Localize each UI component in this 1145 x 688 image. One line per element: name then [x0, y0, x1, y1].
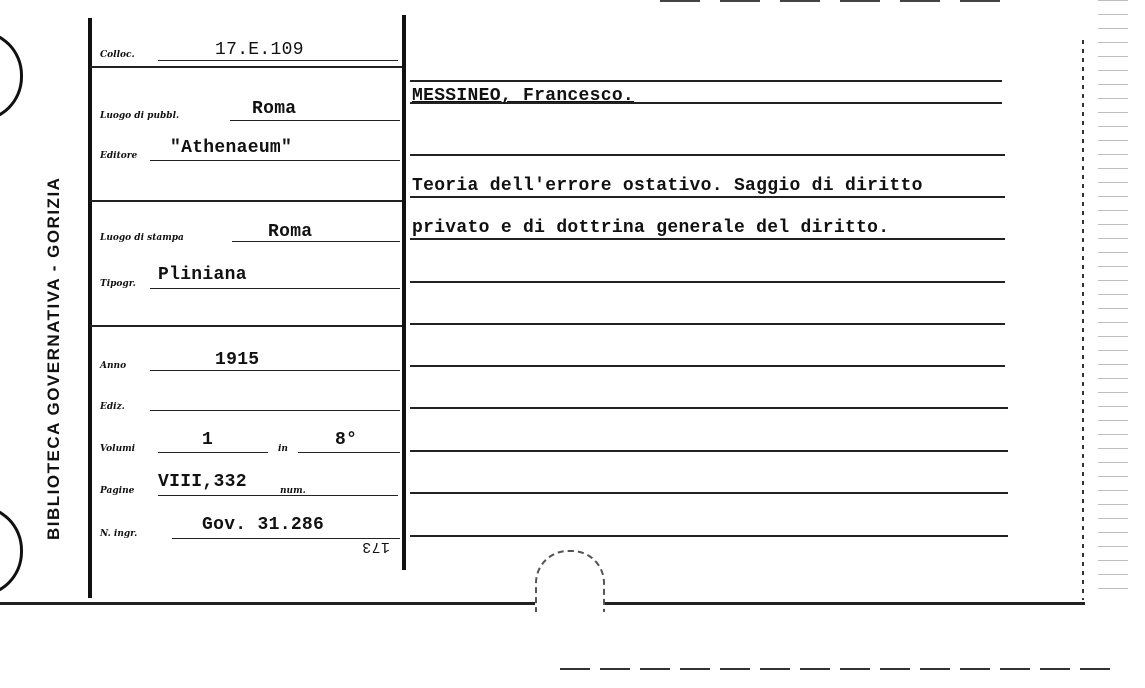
right-rule-10: [410, 450, 1008, 452]
label-editore: Editore: [100, 151, 138, 161]
value-editore: "Athenaeum": [170, 138, 293, 158]
right-rule-12: [410, 535, 1008, 537]
right-rule-7: [410, 323, 1005, 325]
formato-underline: [298, 452, 400, 453]
label-collocazione: Colloc.: [100, 50, 135, 60]
record-title-line-1: Teoria dell'errore ostativo. Saggio di diritto: [412, 176, 923, 196]
left-rule-2: [90, 200, 402, 202]
value-volumi: 1: [202, 430, 214, 450]
left-rule-3: [90, 325, 402, 327]
label-n-ingresso: N. ingr.: [100, 529, 138, 539]
luogo-pubbl-underline: [230, 120, 400, 121]
label-tipografia: Tipogr.: [100, 279, 136, 289]
punch-hole-top: [0, 30, 23, 122]
column-divider-rule: [402, 15, 406, 570]
value-anno: 1915: [215, 350, 260, 370]
right-edge-line: [1082, 40, 1084, 600]
punch-hole-bottom: [0, 505, 23, 597]
top-edge-line: [660, 0, 1000, 2]
card-tab-notch: [535, 550, 605, 612]
record-title-line-2: privato e di dottrina generale del diritto.: [412, 218, 890, 238]
value-n-ingresso: Gov. 31.286: [202, 515, 325, 535]
anno-underline: [150, 370, 400, 371]
volumi-underline: [158, 452, 268, 453]
label-luogo-pubbl: Luogo di pubbl.: [100, 111, 180, 121]
right-rule-9: [410, 407, 1008, 409]
pagine-underline: [158, 495, 398, 496]
library-name: BIBLIOTECA GOVERNATIVA - GORIZIA: [44, 176, 63, 540]
value-formato: 8°: [335, 430, 358, 450]
label-anno: Anno: [100, 361, 127, 371]
colloc-underline: [158, 60, 398, 61]
right-rule-4: [410, 196, 1005, 198]
value-collocazione: 17.E.109: [215, 40, 304, 60]
value-luogo-pubbl: Roma: [252, 99, 297, 119]
label-edizione: Ediz.: [100, 402, 125, 412]
right-rule-3: [410, 154, 1005, 156]
scan-noise-right: [1098, 0, 1128, 600]
label-num-suffix: num.: [280, 486, 306, 496]
label-volumi: Volumi: [100, 444, 136, 454]
tipogr-underline: [150, 288, 400, 289]
right-rule-1: [410, 80, 1002, 82]
right-rule-6: [410, 281, 1005, 283]
right-rule-8: [410, 365, 1005, 367]
value-tipografia: Pliniana: [158, 265, 247, 285]
luogo-stampa-underline: [232, 241, 400, 242]
record-author: MESSINEO, Francesco.: [412, 86, 635, 106]
left-rule-1: [90, 66, 402, 68]
handwritten-note: 173: [362, 538, 390, 555]
left-margin-rule: [88, 18, 92, 598]
label-luogo-stampa: Luogo di stampa: [100, 233, 184, 243]
ediz-underline: [150, 410, 400, 411]
right-rule-11: [410, 492, 1008, 494]
label-in: in: [278, 444, 288, 454]
value-pagine: VIII,332: [158, 472, 247, 492]
right-rule-5: [410, 238, 1005, 240]
bottom-edge-line-2: [560, 668, 1110, 670]
editore-underline: [150, 160, 400, 161]
value-luogo-stampa: Roma: [268, 222, 313, 242]
label-pagine: Pagine: [100, 486, 135, 496]
